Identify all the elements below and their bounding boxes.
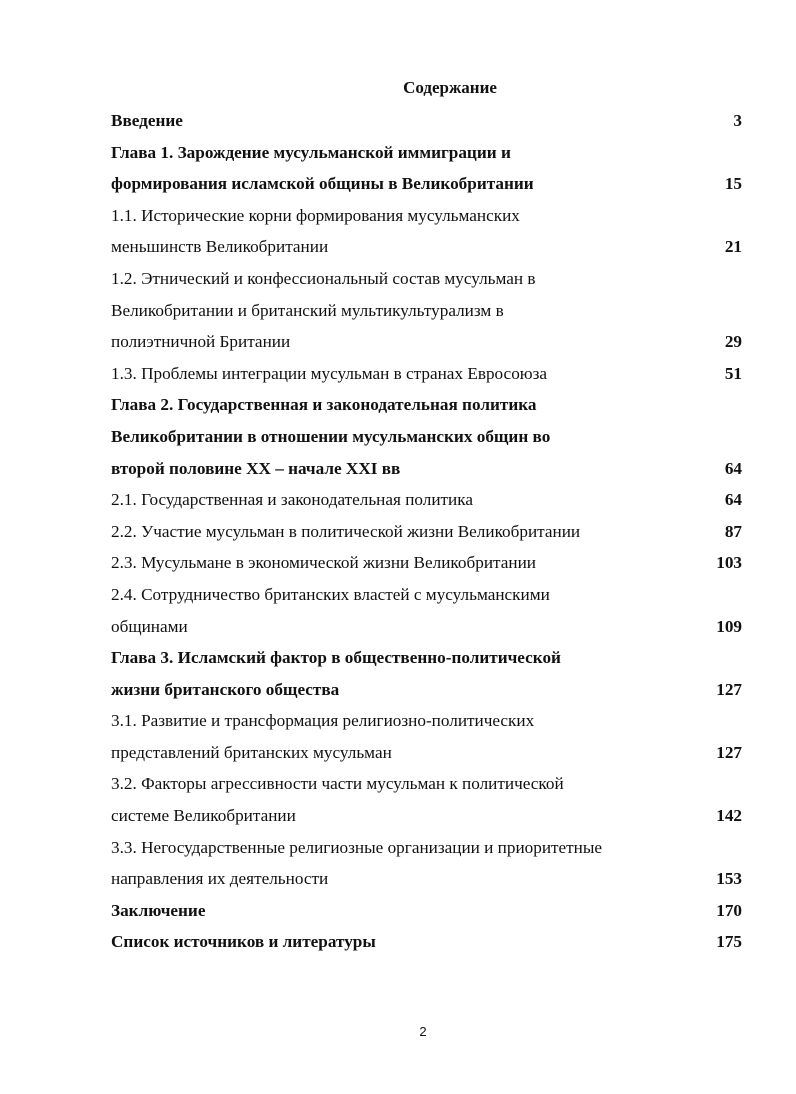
toc-page-number: 103 bbox=[716, 553, 742, 573]
toc-entry-text: Великобритании и британский мультикультурализм в bbox=[111, 300, 504, 320]
toc-entry-text: формирования исламской общины в Великобритании bbox=[111, 174, 534, 194]
toc-entry-text: 1.3. Проблемы интеграции мусульман в странах Евросоюза bbox=[111, 363, 548, 383]
toc-page-number: 21 bbox=[724, 237, 742, 257]
toc-entry-text: Заключение bbox=[111, 900, 206, 920]
toc-page-number: 175 bbox=[716, 932, 742, 952]
toc-entry-text: 2.4. Сотрудничество британских властей с мусульманскими bbox=[111, 584, 550, 604]
toc-entry-line bbox=[111, 421, 742, 453]
toc-page-number: 127 bbox=[716, 742, 742, 762]
toc-entry-text: 3.1. Развитие и трансформация религиозно-политических bbox=[111, 711, 535, 731]
toc-page-number: 51 bbox=[724, 363, 742, 383]
toc-entry-line bbox=[111, 263, 742, 295]
toc-entry-text: второй половине XX – начале XXI вв bbox=[111, 458, 401, 478]
toc-page-number: 64 bbox=[724, 458, 742, 478]
toc-page-number: 64 bbox=[724, 490, 742, 510]
toc-entry-text: 1.1. Исторические корни формирования мусульманских bbox=[111, 205, 520, 225]
toc-entry-line bbox=[111, 231, 742, 263]
toc-entry-line bbox=[111, 453, 742, 485]
toc-entry-text: Глава 3. Исламский фактор в общественно-политической bbox=[111, 648, 561, 668]
toc-entry-text: 2.2. Участие мусульман в политической жизни Великобритании bbox=[111, 521, 581, 541]
page-title: Содержание bbox=[403, 78, 497, 97]
toc-entry-text: жизни британского общества bbox=[111, 679, 340, 699]
toc-entry-line bbox=[111, 674, 742, 706]
toc-entry-text: направления их деятельности bbox=[111, 869, 329, 889]
toc-entry-text: Введение bbox=[111, 111, 183, 130]
toc-entry-text: Глава 1. Зарождение мусульманской иммиграции и bbox=[111, 142, 511, 162]
toc-page-number: 3 bbox=[733, 111, 742, 130]
toc-entry-text: общинами bbox=[111, 616, 188, 636]
toc-entry-text: полиэтничной Британии bbox=[111, 332, 291, 352]
toc-entry-line bbox=[111, 579, 742, 611]
toc-entry-line bbox=[111, 358, 742, 390]
toc-entry-line bbox=[111, 642, 742, 674]
toc-entry-line bbox=[111, 705, 742, 737]
table-of-contents bbox=[111, 105, 742, 958]
page-number: 2 bbox=[419, 1024, 427, 1039]
toc-entry-text: 3.2. Факторы агрессивности части мусульман к политической bbox=[111, 774, 564, 794]
toc-entry-line bbox=[111, 832, 742, 864]
toc-page-number: 15 bbox=[724, 174, 742, 194]
toc-entry-text: 2.1. Государственная и законодательная политика bbox=[111, 490, 473, 510]
toc-entry-line bbox=[111, 295, 742, 327]
toc-entry-line bbox=[111, 547, 742, 579]
toc-page-number: 87 bbox=[724, 521, 742, 541]
toc-entry-line bbox=[111, 200, 742, 232]
toc-entry-text: системе Великобритании bbox=[111, 806, 296, 826]
toc-entry-text: меньшинств Великобритании bbox=[111, 237, 329, 257]
toc-entry-text: Глава 2. Государственная и законодательная политика bbox=[111, 395, 537, 415]
toc-page-number: 170 bbox=[716, 900, 742, 920]
toc-entry-line bbox=[111, 484, 742, 516]
toc-entry-line bbox=[111, 389, 742, 421]
toc-entry-line bbox=[111, 611, 742, 643]
toc-entry-text: Список источников и литературы bbox=[111, 932, 376, 952]
toc-page-number: 29 bbox=[724, 332, 742, 352]
toc-page-number: 127 bbox=[716, 679, 742, 699]
toc-entry-line bbox=[111, 800, 742, 832]
toc-entry-line bbox=[111, 105, 742, 137]
toc-entry-text: 2.3. Мусульмане в экономической жизни Великобритании bbox=[111, 553, 536, 573]
toc-entry-line bbox=[111, 863, 742, 895]
toc-page-number: 142 bbox=[716, 806, 742, 826]
toc-entry-line bbox=[111, 137, 742, 169]
toc-entry-text: 3.3. Негосударственные религиозные организации и приоритетные bbox=[111, 837, 603, 857]
toc-entry-text: Великобритании в отношении мусульманских общин во bbox=[111, 426, 551, 446]
toc-entry-text: 1.2. Этнический и конфессиональный состав мусульман в bbox=[111, 268, 536, 288]
toc-entry-text: представлений британских мусульман bbox=[111, 742, 392, 762]
toc-entry-line bbox=[111, 168, 742, 200]
toc-entry-line bbox=[111, 926, 742, 958]
toc-page-number: 153 bbox=[716, 869, 742, 889]
toc-entry-line bbox=[111, 895, 742, 927]
toc-entry-line bbox=[111, 768, 742, 800]
toc-page-number: 109 bbox=[716, 616, 742, 636]
toc-entry-line bbox=[111, 737, 742, 769]
toc-entry-line bbox=[111, 516, 742, 548]
toc-entry-line bbox=[111, 326, 742, 358]
